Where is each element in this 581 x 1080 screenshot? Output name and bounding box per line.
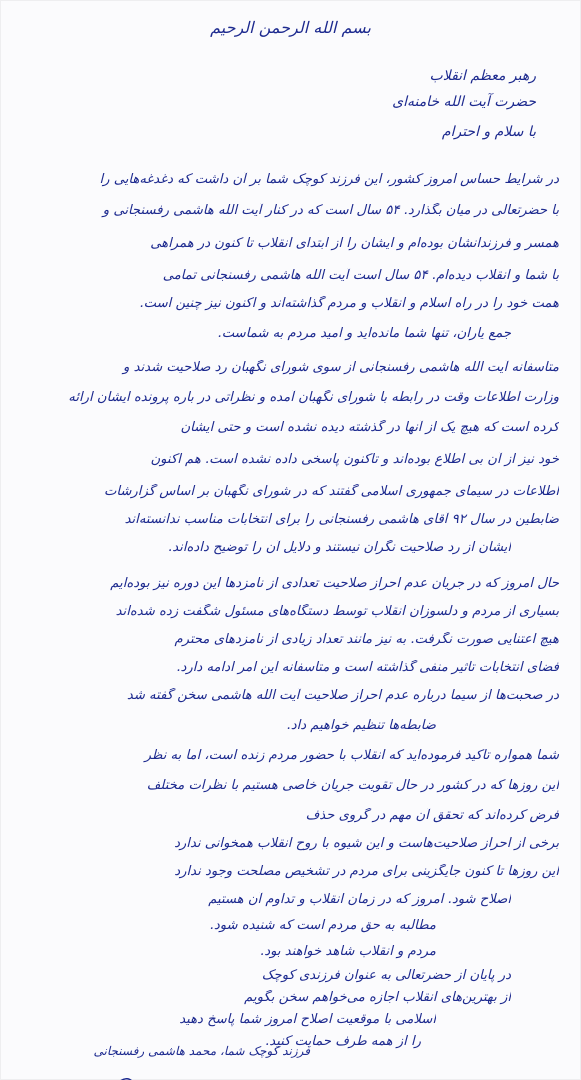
body-line: حال امروز که در جریان عدم احراز صلاحیت تعدادی از نامزدها این دوره نیز بوده‌ایم (110, 576, 559, 591)
body-line: همسر و فرزندانشان بوده‌ام و ایشان را از ابتدای انقلاب تا کنون در همراهی (150, 236, 559, 251)
signature-name: فرزند کوچک شما، محمد هاشمی رفسنجانی (93, 1044, 310, 1058)
body-line: بسیاری از مردم و دلسوزان انقلاب توسط دستگاه‌های مسئول شگفت زده شده‌اند (115, 604, 559, 619)
body-line: در صحبت‌ها از سیما درباره عدم احراز صلاحیت آیت الله هاشمی سخن گفته شد (126, 688, 559, 703)
body-line: شما همواره تاکید فرموده‌اید که انقلاب با حضور مردم زنده است، اما به نظر (144, 748, 559, 763)
signature-block (93, 1044, 310, 1080)
body-line: فرض کرده‌اند که تحقق آن مهم در گروی حذف (305, 808, 559, 823)
letter-heading: بسم الله الرحمن الرحیم (210, 18, 371, 37)
body-line: این روزها تا کنون جایگزینی برای مردم در تشخیص مصلحت وجود ندارد (174, 864, 559, 879)
body-line: با شما و انقلاب دیده‌ام. ۵۴ سال است آیت الله هاشمی رفسنجانی تمامی (162, 268, 559, 283)
body-line: کرده است که هیچ یک از آنها در گذشته دیده نشده است و حتی ایشان (180, 420, 559, 435)
greeting: با سلام و احترام (441, 124, 536, 140)
body-line: مطالبه به حق مردم است که شنیده شود. (209, 918, 436, 933)
body-line: این روزها که در کشور در حال تقویت جریان خاصی هستیم با نظرات مختلف (146, 778, 559, 793)
body-line: خود نیز از آن بی اطلاع بوده‌اند و تاکنون پاسخی داده نشده است. هم اکنون (150, 452, 559, 467)
body-line: ضابطه‌ها تنظیم خواهیم داد. (286, 718, 436, 733)
body-line: اصلاح شود. امروز که در زمان انقلاب و تداوم آن هستیم (208, 892, 511, 907)
body-line: برخی از احراز صلاحیت‌هاست و این شیوه با روح انقلاب همخوانی ندارد (174, 836, 559, 851)
body-line: در شرایط حساس امروز کشور، این فرزند کوچک شما بر آن داشت که دغدغه‌هایی را (99, 172, 559, 187)
body-line: فضای انتخابات تاثیر منفی گذاشته است و متاسفانه این امر ادامه دارد. (176, 660, 559, 675)
body-line: مردم و انقلاب شاهد خواهند بود. (260, 944, 436, 959)
body-line: وزارت اطلاعات وقت در رابطه با شورای نگهبان آمده و نظراتی در باره پرونده ایشان ارائه (68, 390, 559, 405)
body-line: از بهترین‌های انقلاب اجازه می‌خواهم سخن بگویم (244, 990, 511, 1005)
body-line: اطلاعات در سیمای جمهوری اسلامی گفتند که در شورای نگهبان بر اساس گزارشات (103, 484, 559, 499)
addressee-name: حضرت آیت الله خامنه‌ای (392, 94, 536, 110)
handwritten-signature (100, 1064, 310, 1080)
body-line: را از همه طرف حمایت کنید. (265, 1034, 421, 1049)
body-line: متاسفانه آیت الله هاشمی رفسنجانی از سوی شورای نگهبان رد صلاحیت شدند و (123, 360, 559, 375)
body-line: در پایان از حضرتعالی به عنوان فرزندی کوچک (261, 968, 511, 983)
body-line: همت خود را در راه اسلام و انقلاب و مردم گذاشته‌اند و اکنون نیز چنین است. (139, 296, 559, 311)
addressee-title: رهبر معظم انقلاب (429, 68, 536, 84)
body-line: اسلامی با موقعیت اصلاح امروز شما پاسخ دهید (179, 1012, 436, 1027)
body-line: ضابطین در سال ۹۲ آقای هاشمی رفسنجانی را برای انتخابات مناسب ندانسته‌اند (124, 512, 559, 527)
body-line: ایشان از رد صلاحیت نگران نیستند و دلایل آن را توضیح داده‌اند. (168, 540, 511, 555)
body-line: با حضرتعالی در میان بگذارد. ۵۴ سال است که در کنار آیت الله هاشمی رفسنجانی و (102, 203, 559, 218)
body-line: جمع یاران، تنها شما مانده‌اید و امید مردم به شماست. (217, 326, 511, 341)
body-line: هیچ اعتنایی صورت نگرفت. به نیز مانند تعداد زیادی از نامزدهای محترم (174, 632, 559, 647)
